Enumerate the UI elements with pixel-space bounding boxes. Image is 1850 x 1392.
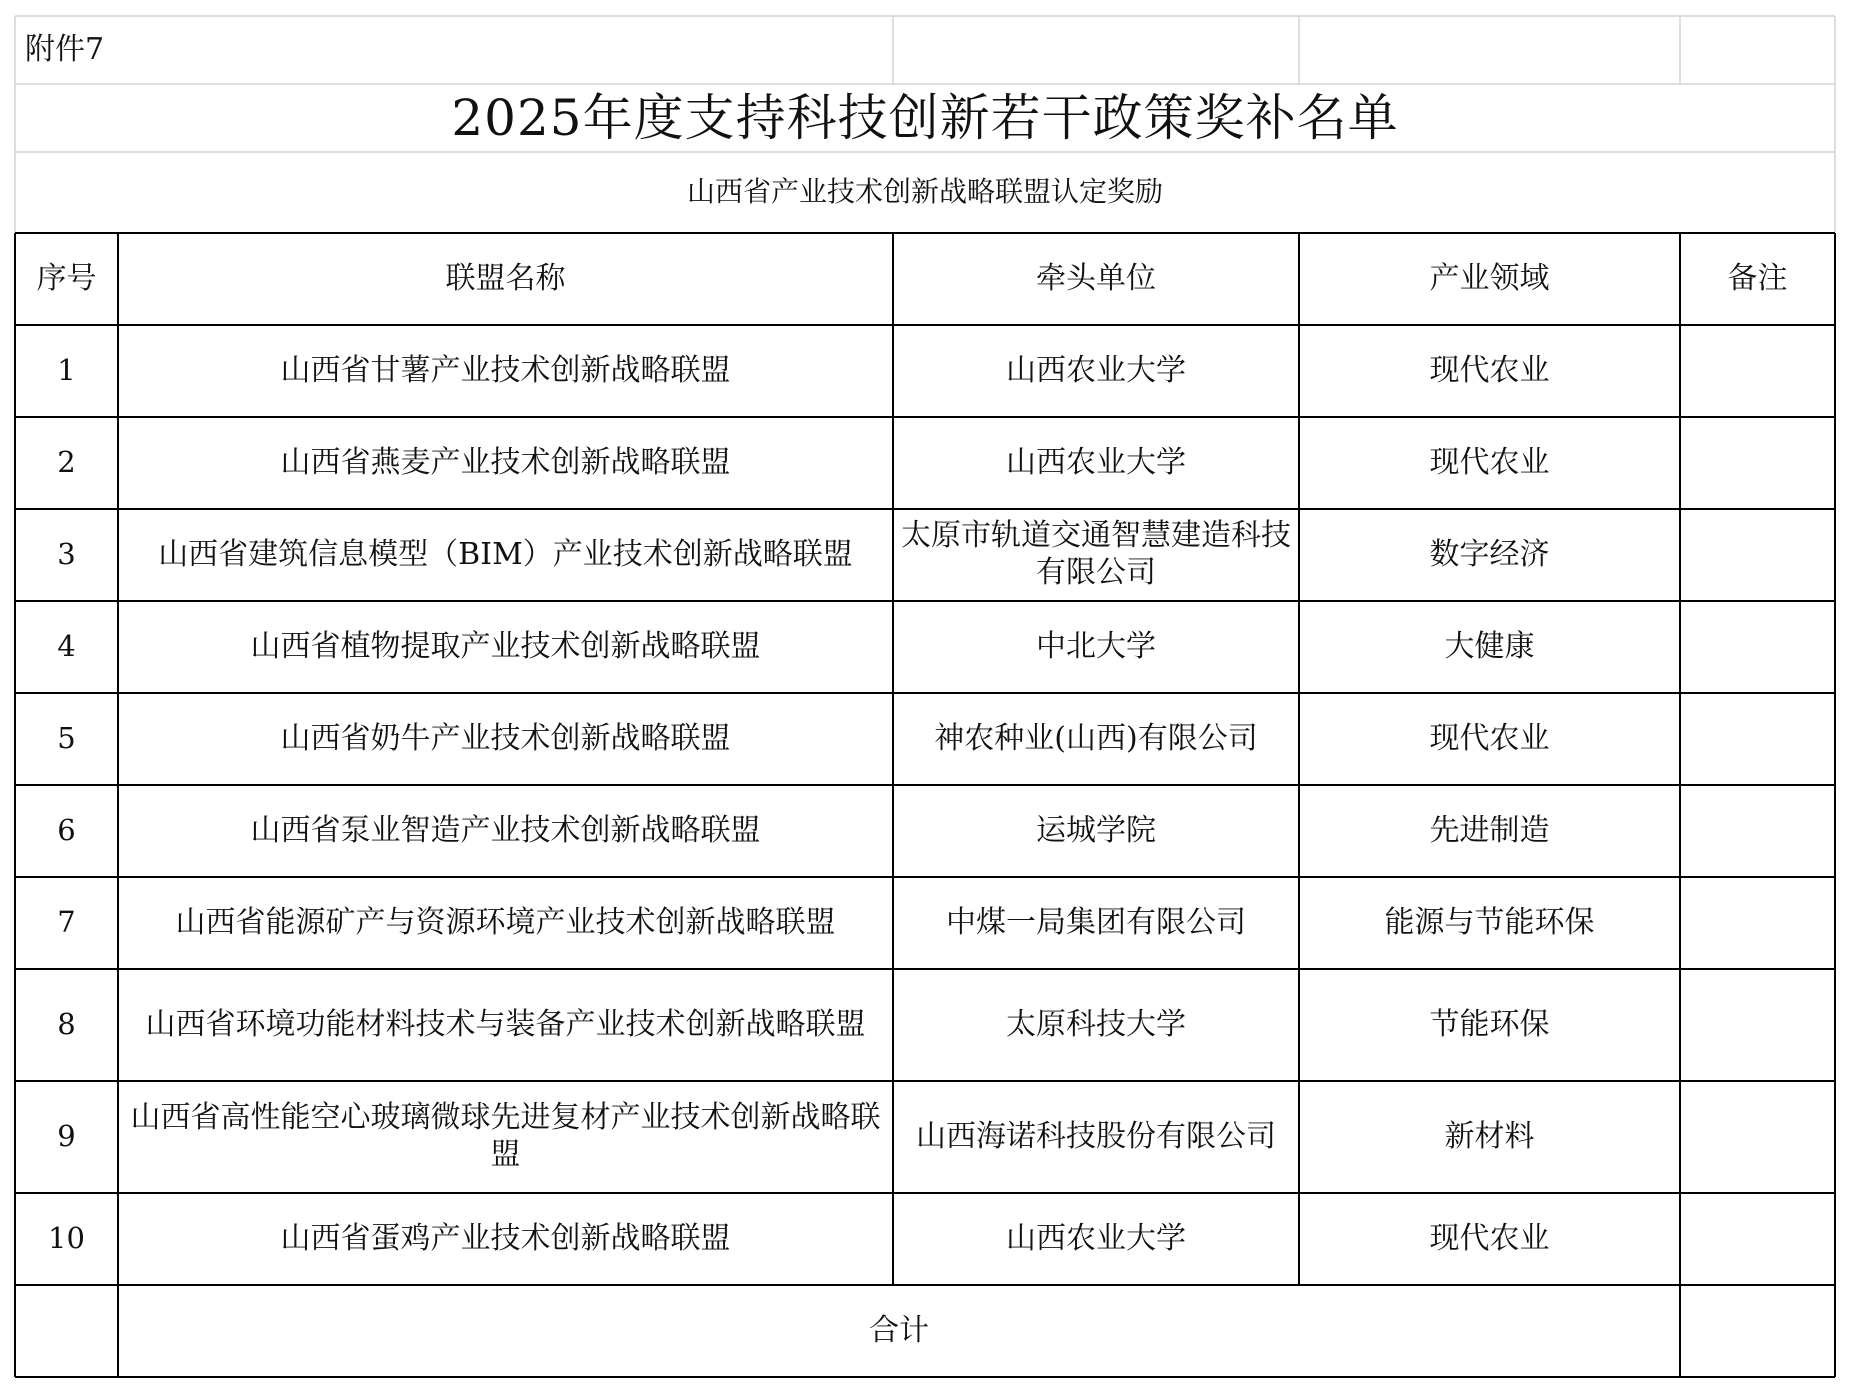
row-8-alliance: 山西省环境功能材料技术与装备产业技术创新战略联盟 [145, 1006, 866, 1042]
row-3-field: 数字经济 [1429, 536, 1550, 572]
row-2-remark [1680, 417, 1835, 509]
row-2-field: 现代农业 [1429, 444, 1550, 480]
row-6-field: 先进制造 [1429, 812, 1550, 848]
row-1-remark [1680, 325, 1835, 417]
row-7-field: 能源与节能环保 [1384, 904, 1595, 940]
row-4-alliance: 山西省植物提取产业技术创新战略联盟 [250, 628, 761, 664]
row-4-lead: 中北大学 [1036, 628, 1156, 664]
header-seq: 序号 [36, 260, 97, 296]
row-7-alliance: 山西省能源矿产与资源环境产业技术创新战略联盟 [175, 904, 836, 940]
row-7-seq: 7 [57, 905, 76, 940]
attachment-label: 附件7 [25, 31, 105, 67]
row-10-alliance: 山西省蛋鸡产业技术创新战略联盟 [280, 1220, 731, 1256]
page-subtitle: 山西省产业技术创新战略联盟认定奖励 [686, 175, 1163, 209]
header-remark: 备注 [1727, 260, 1788, 296]
row-9-field: 新材料 [1444, 1118, 1535, 1154]
header-lead-unit: 牵头单位 [1036, 260, 1156, 296]
row-1-alliance: 山西省甘薯产业技术创新战略联盟 [280, 352, 731, 388]
row-10-field: 现代农业 [1429, 1220, 1550, 1256]
row-8-field: 节能环保 [1429, 1006, 1550, 1042]
row-1-lead: 山西农业大学 [1006, 352, 1186, 388]
row-9-alliance: 山西省高性能空心玻璃微球先进复材产业技术创新战略联盟 [130, 1100, 881, 1172]
row-6-seq: 6 [57, 813, 76, 848]
row-3-seq: 3 [57, 537, 76, 572]
row-7-remark [1680, 877, 1835, 969]
row-6-lead: 运城学院 [1036, 812, 1156, 848]
row-3-lead: 太原市轨道交通智慧建造科技有限公司 [901, 518, 1291, 590]
row-4-remark [1680, 601, 1835, 693]
row-8-remark [1680, 969, 1835, 1081]
row-5-seq: 5 [57, 721, 76, 756]
row-9-seq: 9 [57, 1119, 76, 1154]
header-alliance-name: 联盟名称 [445, 260, 566, 296]
total-label: 合计 [869, 1312, 929, 1348]
row-9-remark [1680, 1081, 1835, 1193]
row-8-lead: 太原科技大学 [1006, 1006, 1186, 1042]
row-9-lead: 山西海诺科技股份有限公司 [916, 1118, 1276, 1154]
row-8-seq: 8 [57, 1007, 76, 1042]
row-5-field: 现代农业 [1429, 720, 1550, 756]
page-title: 2025年度支持科技创新若干政策奖补名单 [451, 88, 1399, 147]
row-10-seq: 10 [48, 1221, 85, 1256]
row-2-seq: 2 [57, 445, 76, 480]
header-industry-field: 产业领域 [1429, 260, 1550, 296]
row-7-lead: 中煤一局集团有限公司 [946, 904, 1246, 940]
row-5-lead: 神农种业(山西)有限公司 [934, 720, 1258, 756]
row-1-seq: 1 [57, 353, 76, 388]
row-2-lead: 山西农业大学 [1006, 444, 1186, 480]
row-10-lead: 山西农业大学 [1006, 1220, 1186, 1256]
row-5-remark [1680, 693, 1835, 785]
row-10-remark [1680, 1193, 1835, 1285]
row-2-alliance: 山西省燕麦产业技术创新战略联盟 [280, 444, 731, 480]
row-6-alliance: 山西省泵业智造产业技术创新战略联盟 [250, 812, 761, 848]
row-4-seq: 4 [57, 629, 76, 664]
row-5-alliance: 山西省奶牛产业技术创新战略联盟 [280, 720, 731, 756]
row-1-field: 现代农业 [1429, 352, 1550, 388]
row-4-field: 大健康 [1444, 628, 1535, 664]
row-3-remark [1680, 509, 1835, 601]
row-6-remark [1680, 785, 1835, 877]
row-3-alliance: 山西省建筑信息模型（BIM）产业技术创新战略联盟 [158, 536, 853, 572]
